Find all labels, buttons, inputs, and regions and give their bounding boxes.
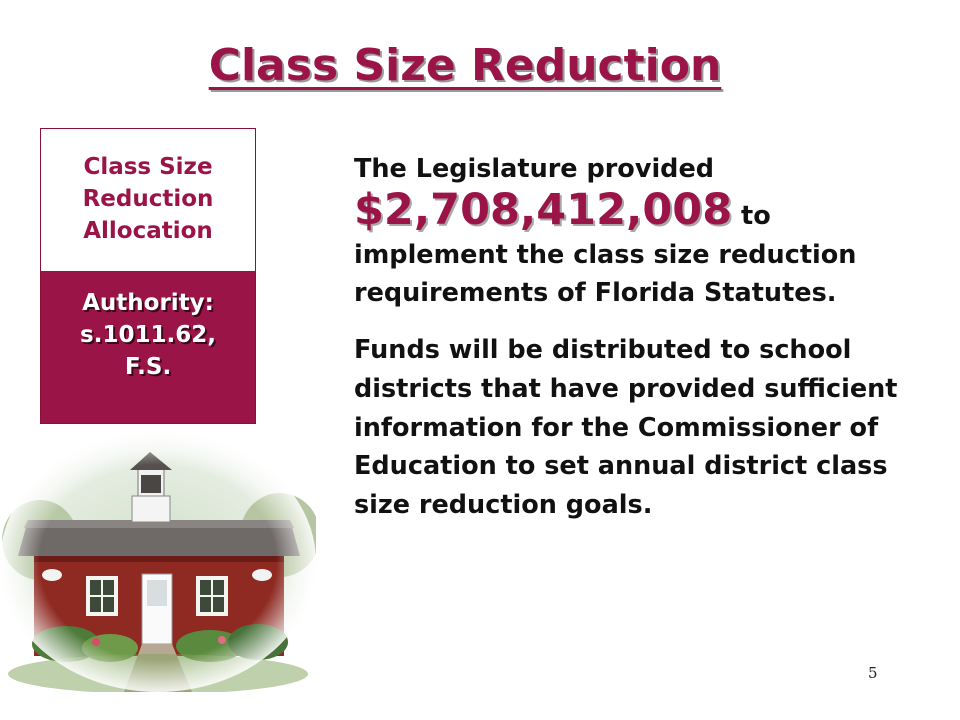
authority-line-3: F.S. bbox=[124, 354, 172, 381]
intro-text: The Legislature provided bbox=[354, 154, 714, 184]
allocation-line-1: Class Size bbox=[83, 154, 213, 181]
paragraph-funding bbox=[354, 150, 914, 313]
authority-line-2: s.1011.62, bbox=[80, 322, 216, 349]
page-number: 5 bbox=[868, 664, 878, 682]
allocation-label bbox=[41, 129, 255, 271]
after-amount-text: to bbox=[741, 200, 771, 231]
allocation-panel bbox=[40, 128, 256, 424]
amount-text: $2,708,412,008 bbox=[354, 184, 733, 235]
allocation-line-3: Allocation bbox=[83, 217, 213, 244]
body-text bbox=[354, 150, 914, 525]
schoolhouse-image bbox=[0, 430, 316, 692]
authority-line-1: Authority: bbox=[82, 290, 214, 316]
authority-label bbox=[41, 271, 255, 423]
paragraph-distribution: Funds will be distributed to school districts that have provided sufficient information for the Commissioner of Education to set annual district class size reduction goals. bbox=[354, 335, 898, 520]
rest-text: implement the class size reduction requirements of Florida Statutes. bbox=[354, 239, 857, 309]
slide-title: Class Size Reduction bbox=[208, 40, 722, 91]
allocation-line-2: Reduction bbox=[82, 186, 214, 213]
